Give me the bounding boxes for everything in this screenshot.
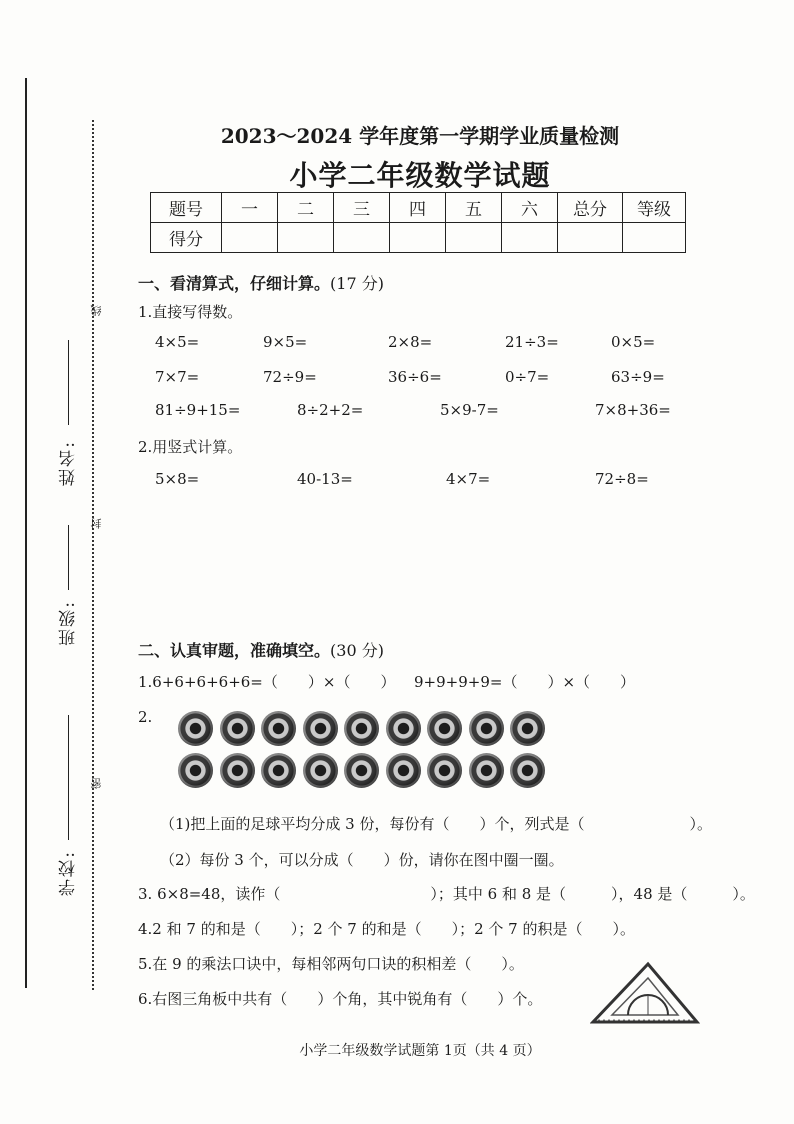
soccer-ball-icon — [386, 753, 421, 788]
score-table — [150, 192, 686, 253]
calc-item: 2×8= — [388, 333, 433, 351]
fill-q4: 4.2 和 7 的和是（ ）；2 个 7 的和是（ ）；2 个 7 的积是（ ）。 — [138, 920, 635, 938]
soccer-ball-icon — [303, 711, 338, 746]
binding-solid-line — [25, 78, 27, 988]
score-cell[interactable] — [502, 223, 558, 253]
score-cell-header: 二 — [278, 193, 334, 223]
vertical-calc-item: 5×8= — [155, 470, 200, 488]
seal-mark-line: 线 — [90, 305, 103, 316]
calc-item: 9×5= — [263, 333, 308, 351]
calc-item: 72÷9= — [263, 368, 317, 386]
score-cell[interactable] — [334, 223, 390, 253]
soccer-ball-icon — [469, 753, 504, 788]
calc-item: 21÷3= — [505, 333, 559, 351]
calc-item: 0×5= — [611, 333, 656, 351]
calc-item: 5×9-7= — [440, 401, 499, 419]
score-cell-header: 四 — [390, 193, 446, 223]
section2-heading — [138, 638, 384, 661]
calc-item: 63÷9= — [611, 368, 665, 386]
soccer-ball-icon — [261, 753, 296, 788]
soccer-ball-icon — [220, 753, 255, 788]
soccer-ball-icon — [427, 711, 462, 746]
section1-points: (17 分) — [330, 274, 384, 293]
binding-dotted-line — [92, 120, 94, 990]
soccer-ball-icon — [261, 711, 296, 746]
calc-item: 81÷9+15= — [155, 401, 241, 419]
score-cell[interactable] — [558, 223, 623, 253]
section2-title: 二、认真审题，准确填空。 — [138, 641, 331, 660]
page-footer: 小学二年级数学试题第 1页（共 4 页） — [299, 1043, 541, 1059]
soccer-ball-icon — [344, 711, 379, 746]
vertical-calc-item: 40-13= — [297, 470, 353, 488]
class-label: 班级: — [59, 600, 79, 646]
score-cell[interactable] — [446, 223, 502, 253]
fill-q2-part2: （2）每份 3 个，可以分成（ ）份，请你在图中圈一圈。 — [160, 851, 564, 869]
fill-q2-part1: （1)把上面的足球平均分成 3 份，每份有（ ）个，列式是（ ）。 — [160, 815, 712, 833]
soccer-ball-icon — [427, 753, 462, 788]
score-cell-header: 题号 — [151, 193, 222, 223]
fill-q1b: 9+9+9+9=（ ）×（ ） — [414, 673, 636, 691]
vertical-calc-item: 72÷8= — [595, 470, 649, 488]
score-cell-header: 三 — [334, 193, 390, 223]
seal-mark-seal: 封 — [90, 518, 103, 529]
soccer-ball-icon — [510, 711, 545, 746]
calc-item: 0÷7= — [505, 368, 550, 386]
score-cell[interactable] — [222, 223, 278, 253]
school-blank[interactable] — [68, 715, 69, 840]
calc-item: 7×7= — [155, 368, 200, 386]
fill-q2-label: 2. — [138, 708, 153, 726]
fill-q5: 5.在 9 的乘法口诀中，每相邻两句口诀的积相差（ ）。 — [138, 955, 524, 973]
soccer-balls-figure — [178, 711, 548, 791]
seal-mark-secret: 密 — [90, 778, 103, 789]
section1-heading — [138, 271, 384, 294]
score-cell[interactable] — [623, 223, 686, 253]
class-blank[interactable] — [68, 525, 69, 590]
score-cell[interactable] — [278, 223, 334, 253]
score-row-label: 得分 — [151, 223, 222, 253]
calc-item: 7×8+36= — [595, 401, 671, 419]
soccer-ball-icon — [510, 753, 545, 788]
soccer-ball-icon — [220, 711, 255, 746]
school-label: 学校: — [59, 850, 79, 896]
section1-title: 一、看清算式，仔细计算。 — [138, 274, 331, 293]
fill-q6: 6.右图三角板中共有（ ）个角，其中锐角有（ ）个。 — [138, 990, 543, 1008]
q2-label: 2.用竖式计算。 — [138, 438, 243, 456]
calc-item: 4×5= — [155, 333, 200, 351]
score-cell-header: 总分 — [558, 193, 623, 223]
score-table-header-row — [151, 193, 686, 223]
vertical-calc-item: 4×7= — [446, 470, 491, 488]
calc-item: 36÷6= — [388, 368, 442, 386]
soccer-ball-icon — [178, 711, 213, 746]
soccer-ball-icon — [469, 711, 504, 746]
section2-points: (30 分) — [330, 641, 384, 660]
score-cell-header: 六 — [502, 193, 558, 223]
score-cell-header: 五 — [446, 193, 502, 223]
name-label: 姓名: — [59, 440, 79, 486]
calc-item: 8÷2+2= — [297, 401, 364, 419]
score-cell-header: 一 — [222, 193, 278, 223]
soccer-ball-icon — [178, 753, 213, 788]
soccer-ball-icon — [303, 753, 338, 788]
soccer-ball-icon — [344, 753, 379, 788]
score-cell-header: 等级 — [623, 193, 686, 223]
fill-q3: 3. 6×8=48，读作（ ）；其中 6 和 8 是（ ），48 是（ ）。 — [138, 885, 755, 903]
q1-label: 1.直接写得数。 — [138, 303, 243, 321]
name-blank[interactable] — [68, 340, 69, 425]
soccer-ball-icon — [386, 711, 421, 746]
exam-subtitle: 2023～2024 学年度第一学期学业质量检测 — [220, 124, 620, 148]
score-cell[interactable] — [390, 223, 446, 253]
fill-q1a: 1.6+6+6+6+6=（ ）×（ ） — [138, 673, 396, 691]
exam-title: 小学二年级数学试题 — [289, 159, 551, 192]
triangle-ruler-icon — [590, 960, 700, 1025]
score-table-score-row — [151, 223, 686, 253]
